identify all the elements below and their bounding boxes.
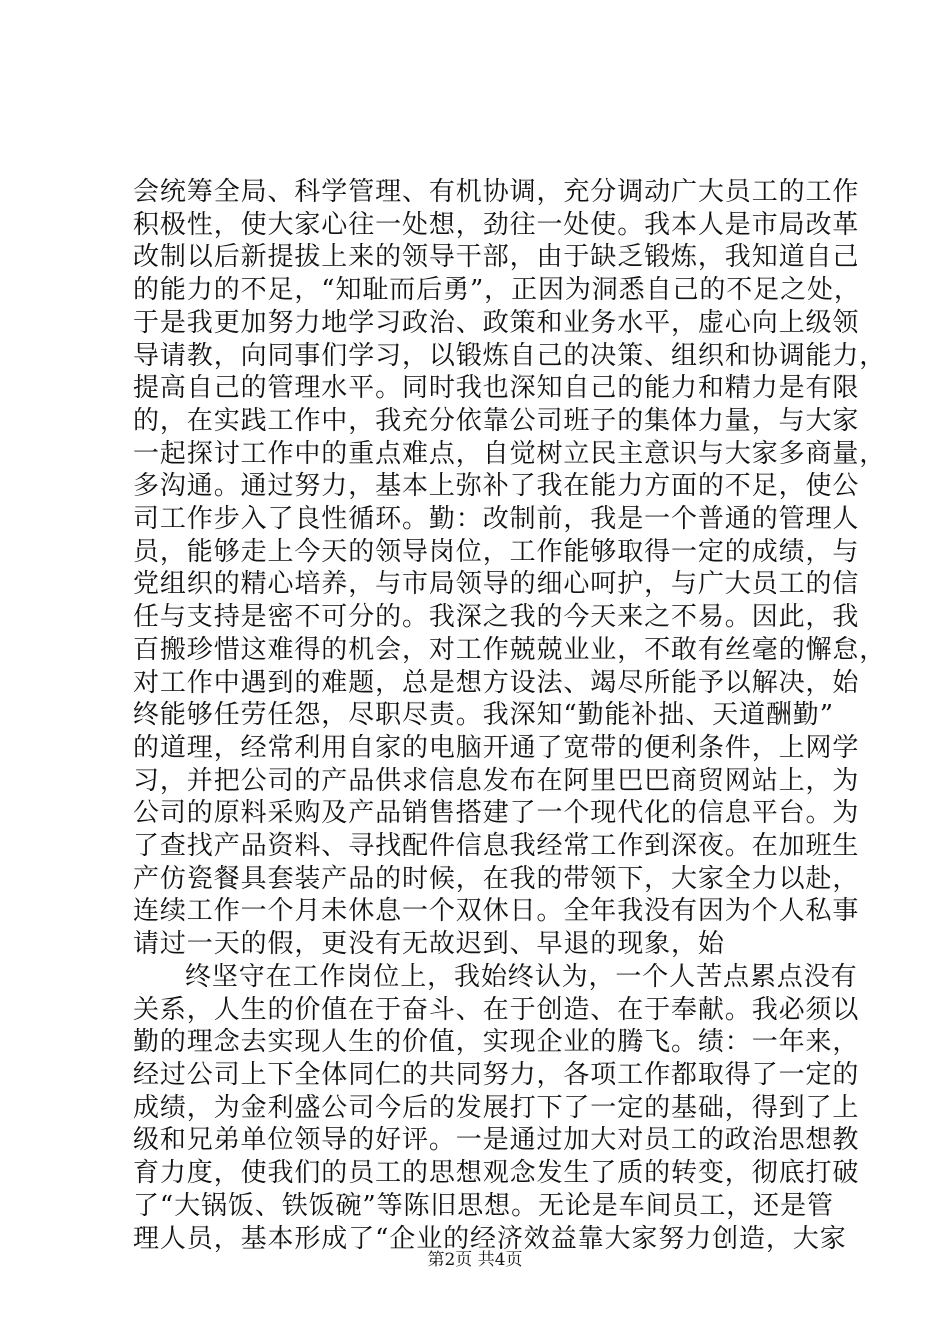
text-line: 了查找产品资料、寻找配件信息我经常工作到深夜。在加班生	[133, 831, 860, 862]
text-line: 任与支持是密不可分的。我深之我的今天来之不易。因此，我	[133, 602, 860, 633]
text-line: 了“大锅饭、铁饭碗”等陈旧思想。无论是车间员工，还是管	[133, 1190, 834, 1221]
paragraph-start-line: 终坚守在工作岗位上，我始终认为，一个人苦点累点没有	[185, 961, 858, 992]
text-line: 关系，人生的价值在于奋斗、在于创造、在于奉献。我必须以	[133, 994, 860, 1025]
text-line: 员，能够走上今天的领导岗位，工作能够取得一定的成绩，与	[133, 536, 860, 567]
text-line: 育力度，使我们的员工的思想观念发生了质的转变，彻底打破	[133, 1158, 860, 1189]
text-line: 成绩，为金利盛公司今后的发展打下了一定的基础，得到了上	[133, 1092, 860, 1123]
text-line: 百搬珍惜这难得的机会，对工作兢兢业业，不敢有丝毫的懈怠，	[133, 634, 887, 665]
body-text	[133, 176, 887, 1255]
text-line: 提高自己的管理水平。同时我也深知自己的能力和精力是有限	[133, 373, 860, 404]
text-line: 经过公司上下全体同仁的共同努力，各项工作都取得了一定的	[133, 1059, 860, 1090]
text-line: 的道理，经常利用自家的电脑开通了宽带的便利条件，上网学	[133, 732, 860, 763]
page-number-footer: 第2页 共4页	[427, 1250, 523, 1270]
text-line: 产仿瓷餐具套装产品的时候，在我的带领下，大家全力以赴，	[133, 863, 860, 894]
text-line: 司工作步入了良性循环。勤：改制前，我是一个普通的管理人	[133, 504, 860, 535]
text-line: 多沟通。通过努力，基本上弥补了我在能力方面的不足，使公	[133, 471, 860, 502]
text-line: 积极性，使大家心往一处想，劲往一处使。我本人是市局改革	[133, 209, 860, 240]
text-line: 终能够任劳任怨，尽职尽责。我深知“勤能补拙、天道酬勤”	[133, 700, 834, 731]
text-line: 勤的理念去实现人生的价值，实现企业的腾飞。绩：一年来，	[133, 1027, 860, 1058]
text-line: 的，在实践工作中，我充分依靠公司班子的集体力量，与大家	[133, 405, 860, 436]
text-line: 导请教，向同事们学习，以锻炼自己的决策、组织和协调能力，	[133, 340, 887, 371]
text-line: 党组织的精心培养，与市局领导的细心呵护，与广大员工的信	[133, 569, 860, 600]
text-line: 于是我更加努力地学习政治、政策和业务水平，虚心向上级领	[133, 307, 860, 338]
text-line: 对工作中遇到的难题，总是想方设法、竭尽所能予以解决，始	[133, 667, 860, 698]
text-line: 改制以后新提拔上来的领导干部，由于缺乏锻炼，我知道自己	[133, 242, 860, 273]
text-line: 理人员，基本形成了“企业的经济效益靠大家努力创造，大家	[133, 1223, 847, 1254]
text-line: 会统筹全局、科学管理、有机协调，充分调动广大员工的工作	[133, 177, 860, 207]
text-line: 的能力的不足，“知耻而后勇”，正因为洞悉自己的不足之处，	[133, 275, 861, 306]
text-line: 级和兄弟单位领导的好评。一是通过加大对员工的政治思想教	[133, 1125, 860, 1156]
text-line: 请过一天的假，更没有无故迟到、早退的现象，始	[133, 929, 725, 960]
text-line: 连续工作一个月未休息一个双休日。全年我没有因为个人私事	[133, 896, 860, 927]
text-line: 公司的原料采购及产品销售搭建了一个现代化的信息平台。为	[133, 798, 860, 829]
text-line: 习，并把公司的产品供求信息发布在阿里巴巴商贸网站上，为	[133, 765, 860, 796]
text-line: 一起探讨工作中的重点难点，自觉树立民主意识与大家多商量，	[133, 438, 887, 469]
